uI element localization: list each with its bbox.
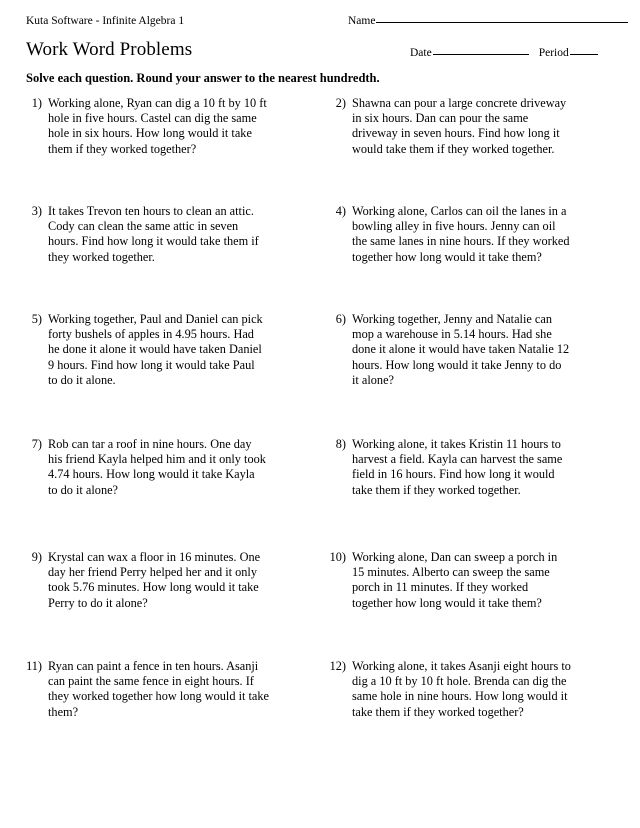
problem-line: it alone? [352,372,394,387]
problem-item [326,659,616,720]
problem-line: in six hours. Dan can pour the same [352,111,529,126]
problem-column-right [326,204,616,312]
problem-line: can paint the same fence in eight hours. If [48,674,254,689]
problem-line: take them if they worked together. [352,482,521,497]
period-input-line[interactable] [570,54,598,55]
problem-line: It takes Trevon ten hours to clean an attic. [48,204,254,218]
name-label: Name [348,15,376,27]
date-label: Date [410,47,432,59]
problem-line: he done it alone it would have taken Daniel [48,342,262,357]
problem-number: 9) [31,550,42,564]
problem-item [326,312,616,388]
problem-item [22,437,312,498]
problem-line: together how long would it take them? [352,595,542,610]
problem-row [0,550,640,659]
problem-item [22,96,312,157]
problem-line: hole in six hours. How long would it take [48,126,252,141]
problem-text [48,437,312,498]
problem-column-left [22,550,312,659]
problem-column-right [326,659,616,759]
problem-line: 9 hours. Find how long it would take Paul [48,357,255,372]
problem-line: Ryan can paint a fence in ten hours. Asanji [48,659,259,673]
problem-line: driveway in seven hours. Find how long it [352,126,560,141]
problem-line: dig a 10 ft by 10 ft hole. Brenda can dig the [352,674,567,689]
problem-line: Working alone, it takes Kristin 11 hours to [352,437,561,451]
problem-column-right [326,96,616,204]
problem-line: Working together, Paul and Daniel can pick [48,312,263,326]
period-label: Period [538,47,569,59]
instructions-text: Solve each question. Round your answer to the nearest hundredth. [26,71,380,85]
problem-line: together how long would it take them? [352,249,542,264]
worksheet-header [0,0,640,90]
problem-list [0,96,640,759]
problem-line: porch in 11 minutes. If they worked [352,580,529,595]
name-input-line[interactable] [376,22,628,23]
problem-text [352,437,616,498]
problem-line: they worked together. [48,249,155,264]
problem-line: forty bushels of apples in 4.95 hours. Had [48,327,254,342]
problem-item [326,204,616,265]
problem-text [48,204,312,265]
problem-column-left [22,659,312,759]
problem-line: mop a warehouse in 5.14 hours. Had she [352,327,552,342]
problem-line: would take them if they worked together. [352,141,555,156]
problem-number: 11) [26,659,42,673]
problem-line: Perry to do it alone? [48,595,148,610]
problem-column-left [22,437,312,550]
problem-line: took 5.76 minutes. How long would it take [48,580,259,595]
problem-line: day her friend Perry helped her and it only [48,565,257,580]
problem-row [0,437,640,550]
problem-item [326,96,616,157]
problem-number: 2) [335,96,346,110]
problem-line: Working alone, it takes Asanji eight hours to [352,659,571,673]
problem-line: his friend Kayla helped him and it only took [48,452,266,467]
problem-line: them? [48,704,79,719]
problem-number: 8) [335,437,346,451]
problem-number: 7) [31,437,42,451]
problem-line: 4.74 hours. How long would it take Kayla [48,467,255,482]
problem-column-right [326,312,616,437]
problem-line: hole in five hours. Castel can dig the same [48,111,257,126]
problem-item [326,550,616,611]
problem-line: them if they worked together? [48,141,197,156]
problem-number: 6) [335,312,346,326]
problem-line: take them if they worked together? [352,704,524,719]
problem-text [352,550,616,611]
problem-text [352,312,616,388]
problem-item [22,659,312,720]
publisher-line: Kuta Software - Infinite Algebra 1 [26,15,185,27]
problem-column-right [326,437,616,550]
problem-line: the same lanes in nine hours. If they worked [352,234,570,249]
problem-number: 5) [31,312,42,326]
date-input-line[interactable] [433,54,529,55]
problem-number: 12) [329,659,346,673]
name-field-row [348,14,628,28]
problem-text [352,96,616,157]
problem-line: Shawna can pour a large concrete driveway [352,96,567,110]
problem-line: Working alone, Carlos can oil the lanes in a [352,204,567,218]
problem-item [22,204,312,265]
problem-number: 3) [31,204,42,218]
problem-line: to do it alone. [48,372,116,387]
problem-line: 15 minutes. Alberto can sweep the same [352,565,550,580]
problem-line: same hole in nine hours. How long would it [352,689,568,704]
problem-line: Working together, Jenny and Natalie can [352,312,552,326]
problem-item [22,312,312,388]
problem-number: 10) [329,550,346,564]
problem-text [48,96,312,157]
problem-row [0,96,640,204]
problem-column-left [22,204,312,312]
problem-text [352,659,616,720]
problem-item [326,437,616,498]
problem-line: field in 16 hours. Find how long it would [352,467,555,482]
problem-line: hours. How long would it take Jenny to do [352,357,562,372]
problem-line: Rob can tar a roof in nine hours. One day [48,437,252,451]
problem-line: Working alone, Dan can sweep a porch in [352,550,558,564]
problem-line: to do it alone? [48,482,119,497]
problem-text [48,659,312,720]
problem-column-left [22,96,312,204]
problem-row [0,312,640,437]
problem-text [48,312,312,388]
date-period-field-row [410,46,630,60]
problem-line: Working alone, Ryan can dig a 10 ft by 10 ft [48,96,267,110]
problem-line: harvest a field. Kayla can harvest the same [352,452,563,467]
problem-line: hours. Find how long it would take them if [48,234,259,249]
problem-column-left [22,312,312,437]
problem-row [0,204,640,312]
problem-line: Cody can clean the same attic in seven [48,219,239,234]
problem-number: 4) [335,204,346,218]
problem-item [22,550,312,611]
problem-line: they worked together how long would it take [48,689,269,704]
problem-number: 1) [31,96,42,110]
page-title: Work Word Problems [26,39,193,60]
problem-column-right [326,550,616,659]
problem-line: bowling alley in five hours. Jenny can oil [352,219,556,234]
problem-row [0,659,640,759]
problem-text [352,204,616,265]
problem-line: done it alone it would have taken Natalie 12 [352,342,570,357]
problem-text [48,550,312,611]
problem-line: Krystal can wax a floor in 16 minutes. One [48,550,261,564]
